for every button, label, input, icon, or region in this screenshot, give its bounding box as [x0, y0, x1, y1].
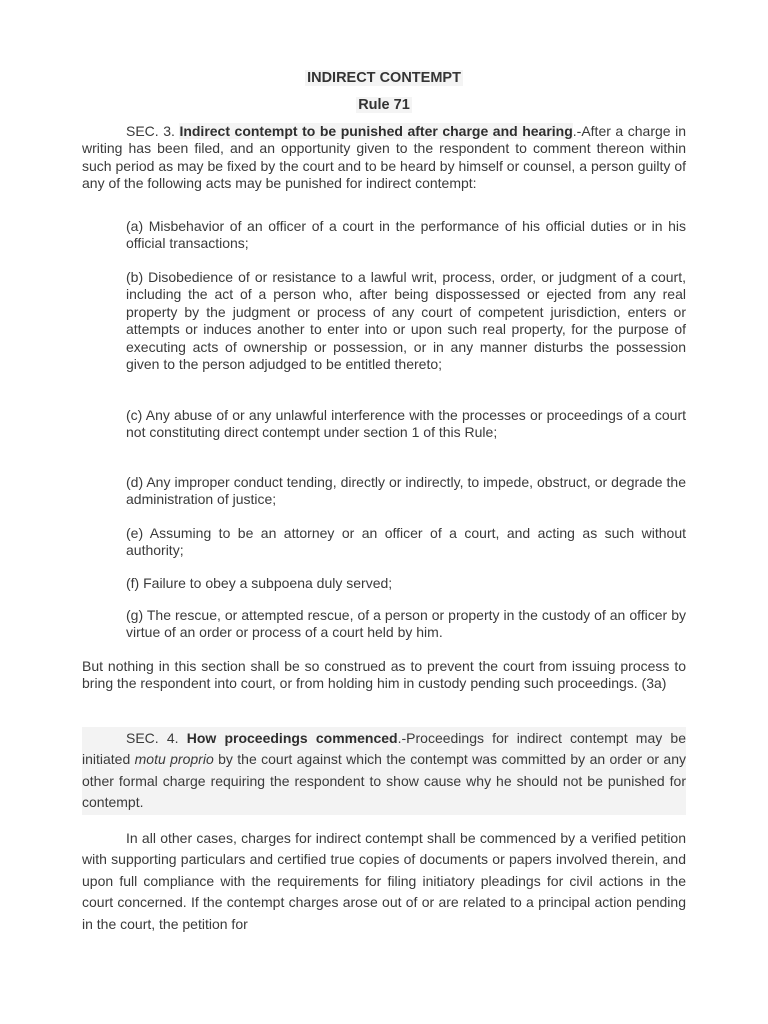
- section-4-label: SEC. 4.: [126, 730, 179, 746]
- section-3-label: SEC. 3.: [126, 123, 175, 139]
- list-item-d: (d) Any improper conduct tending, directly or indirectly, to impede, obstruct, or degrade the administration of justice;: [126, 474, 686, 508]
- list-item-c: (c) Any abuse of or any unlawful interference with the processes or proceedings of a court not constituting direct contempt under section 1 of this Rule;: [126, 407, 686, 441]
- section-4-heading: How proceedings commenced: [186, 730, 398, 746]
- section-3-body: .-After a charge in writing has been filed, and an opportunity given to the respondent to comment thereon within such period as may be fixed by the court and to be heard by himself or counsel, a person guilty of any of the following acts may be punished for indirect contempt:: [82, 123, 686, 192]
- section-3-heading: Indirect contempt to be punished after charge and hearing: [179, 123, 573, 139]
- section-4-paragraph: SEC. 4. How proceedings commenced.-Proceedings for indirect contempt may be initiated motu proprio by the court against which the contempt was committed by an order or any other formal charge requiring the respondent to show cause why he should not be punished for contempt.: [82, 727, 686, 815]
- list-item-a: (a) Misbehavior of an officer of a court in the performance of his official duties or in his official transactions;: [126, 218, 686, 252]
- section-3-paragraph: [82, 123, 686, 193]
- section-4-second-paragraph: In all other cases, charges for indirect contempt shall be commenced by a verified petition with supporting particulars and certified true copies of documents or papers involved therein, and upon full compliance with the requirements for filing initiatory pleadings for civil actions in the court concerned. If the contempt charges arose out of or are related to a principal action pending in the court, the petition for: [82, 830, 686, 932]
- motu-proprio-text: motu proprio: [134, 751, 214, 768]
- list-item-b: (b) Disobedience of or resistance to a lawful writ, process, order, or judgment of a court, including the act of a person who, after being dispossessed or ejected from any real property by the judgment or process of any court of competent jurisdiction, enters or attempts or induces another to enter into or upon such real property, for the purpose of executing acts of ownership or possession, or in any manner disturbs the possession given to the person adjudged to be entitled thereto;: [126, 269, 686, 373]
- document-title: INDIRECT CONTEMPT: [307, 70, 461, 86]
- rule-heading: Rule 71: [358, 97, 410, 113]
- list-item-g: (g) The rescue, or attempted rescue, of a person or property in the custody of an officer by virtue of an order or process of a court held by him.: [126, 607, 686, 641]
- section-3-closing-paragraph: But nothing in this section shall be so construed as to prevent the court from issuing process to bring the respondent into court, or from holding him in custody pending such proceedings. (3a): [82, 658, 686, 692]
- list-item-f: (f) Failure to obey a subpoena duly served;: [126, 575, 393, 591]
- list-item-e: (e) Assuming to be an attorney or an officer of a court, and acting as such without authority;: [126, 525, 686, 559]
